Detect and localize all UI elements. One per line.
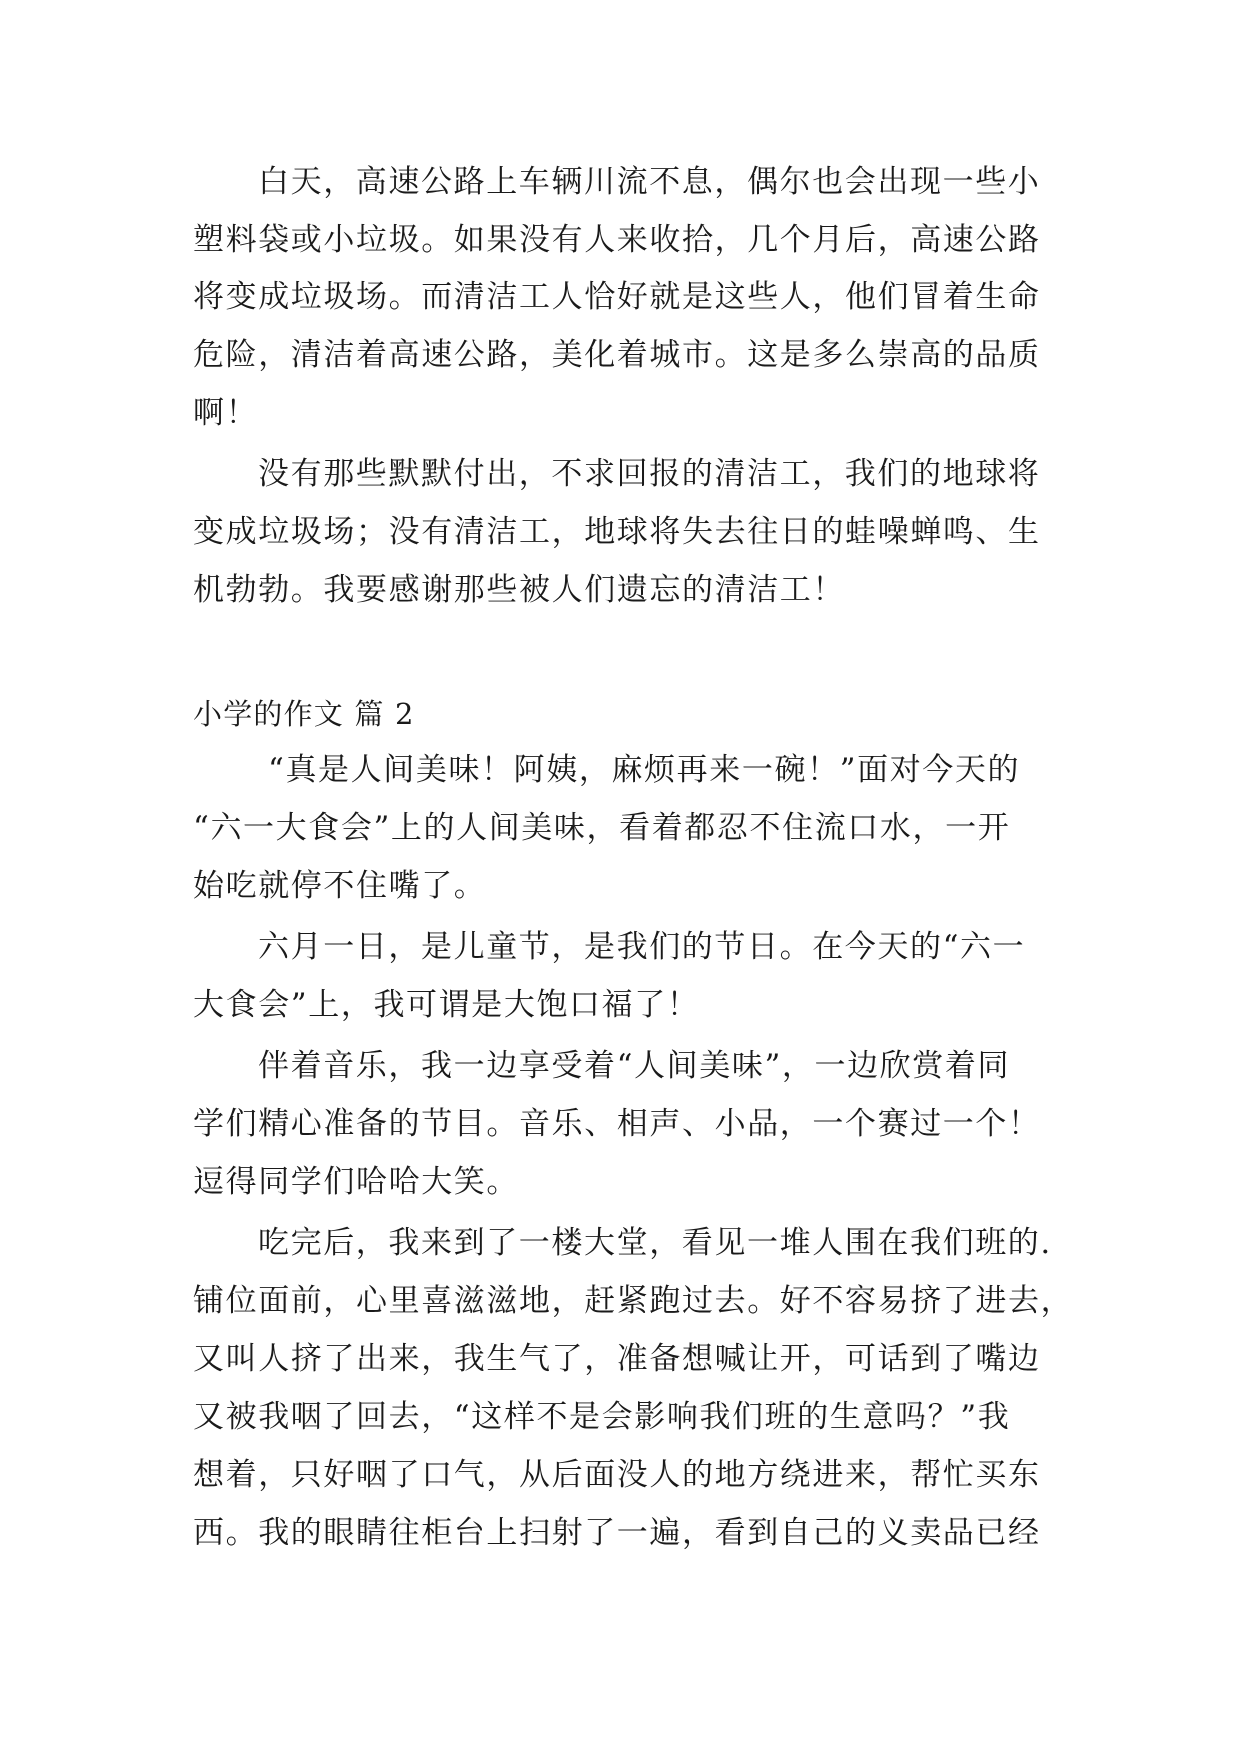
paragraph-line: 学们精心准备的节目。音乐、相声、小品，一个赛过一个！ [193, 1106, 1041, 1142]
paragraph-line: 铺位面前，心里喜滋滋地，赶紧跑过去。好不容易挤了进去， [193, 1283, 1074, 1319]
paragraph-line: 又被我咽了回去，“这样不是会影响我们班的生意吗？”我 [193, 1399, 1011, 1435]
paragraph-line: 没有那些默默付出，不求回报的清洁工，我们的地球将 [258, 456, 1041, 492]
paragraph-line: 大食会”上，我可谓是大饱口福了！ [193, 987, 700, 1023]
paragraph-line: “六一大食会”上的人间美味，看着都忍不住流口水，一开 [193, 810, 1011, 846]
paragraph-line: 又叫人挤了出来，我生气了，准备想喊让开，可话到了嘴边 [193, 1341, 1041, 1377]
paragraph-line: 逗得同学们哈哈大笑。 [193, 1164, 519, 1200]
paragraph-line: 吃完后，我来到了一楼大堂，看见一堆人围在我们班的. [258, 1225, 1052, 1261]
paragraph-line: 危险，清洁着高速公路，美化着城市。这是多么崇高的品质 [193, 337, 1041, 373]
paragraph-line: 伴着音乐，我一边享受着“人间美味”，一边欣赏着同 [258, 1048, 1011, 1084]
paragraph-line: 变成垃圾场；没有清洁工，地球将失去往日的蛙噪蝉鸣、生 [193, 514, 1041, 550]
paragraph-line: “真是人间美味！阿姨，麻烦再来一碗！”面对今天的 [268, 752, 1021, 788]
section-heading: 小学的作文 篇 2 [193, 697, 415, 731]
paragraph-line: 西。我的眼睛往柜台上扫射了一遍，看到自己的义卖品已经 [193, 1515, 1041, 1551]
paragraph-line: 机勃勃。我要感谢那些被人们遗忘的清洁工！ [193, 572, 845, 608]
paragraph-line: 始吃就停不住嘴了。 [193, 868, 487, 904]
paragraph-line: 塑料袋或小垃圾。如果没有人来收拾，几个月后，高速公路 [193, 222, 1041, 258]
paragraph-line: 六月一日，是儿童节，是我们的节日。在今天的“六一 [258, 929, 1026, 965]
paragraph-line: 想着，只好咽了口气，从后面没人的地方绕进来，帮忙买东 [193, 1457, 1041, 1493]
paragraph-line: 啊！ [193, 395, 259, 431]
paragraph-line: 将变成垃圾场。而清洁工人恰好就是这些人，他们冒着生命 [193, 279, 1041, 315]
paragraph-line: 白天，高速公路上车辆川流不息，偶尔也会出现一些小 [258, 164, 1041, 200]
